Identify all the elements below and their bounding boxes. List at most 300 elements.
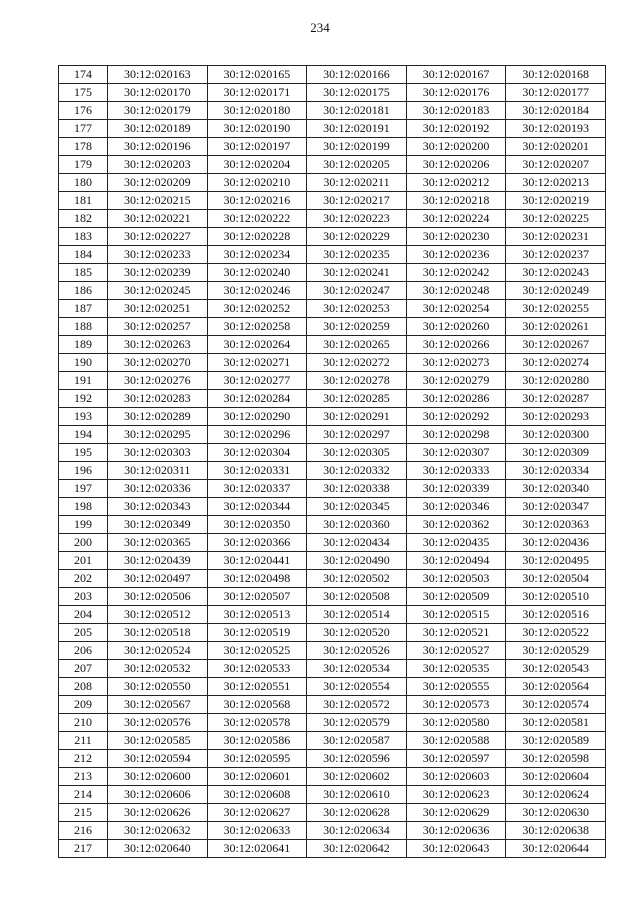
cadastral-number-cell: 30:12:020643 — [406, 840, 506, 858]
cadastral-number-cell: 30:12:020506 — [108, 588, 208, 606]
cadastral-number-cell: 30:12:020578 — [207, 714, 307, 732]
cadastral-number-cell: 30:12:020252 — [207, 300, 307, 318]
cadastral-number-cell: 30:12:020519 — [207, 624, 307, 642]
cadastral-number-cell: 30:12:020190 — [207, 120, 307, 138]
cadastral-number-cell: 30:12:020626 — [108, 804, 208, 822]
row-number-cell: 213 — [59, 768, 108, 786]
cadastral-number-cell: 30:12:020199 — [307, 138, 407, 156]
cadastral-number-cell: 30:12:020534 — [307, 660, 407, 678]
cadastral-number-cell: 30:12:020184 — [506, 102, 606, 120]
cadastral-number-cell: 30:12:020287 — [506, 390, 606, 408]
cadastral-number-cell: 30:12:020596 — [307, 750, 407, 768]
cadastral-number-cell: 30:12:020267 — [506, 336, 606, 354]
row-number-cell: 181 — [59, 192, 108, 210]
table-row — [59, 426, 606, 444]
cadastral-number-cell: 30:12:020259 — [307, 318, 407, 336]
cadastral-number-cell: 30:12:020295 — [108, 426, 208, 444]
table-row — [59, 606, 606, 624]
cadastral-number-cell: 30:12:020585 — [108, 732, 208, 750]
cadastral-number-cell: 30:12:020515 — [406, 606, 506, 624]
table-row — [59, 246, 606, 264]
cadastral-number-cell: 30:12:020254 — [406, 300, 506, 318]
table-row — [59, 480, 606, 498]
cadastral-number-cell: 30:12:020311 — [108, 462, 208, 480]
cadastral-number-cell: 30:12:020573 — [406, 696, 506, 714]
cadastral-number-cell: 30:12:020363 — [506, 516, 606, 534]
row-number-cell: 190 — [59, 354, 108, 372]
cadastral-number-cell: 30:12:020642 — [307, 840, 407, 858]
cadastral-number-cell: 30:12:020242 — [406, 264, 506, 282]
cadastral-number-cell: 30:12:020210 — [207, 174, 307, 192]
cadastral-number-cell: 30:12:020497 — [108, 570, 208, 588]
cadastral-number-cell: 30:12:020535 — [406, 660, 506, 678]
cadastral-number-cell: 30:12:020533 — [207, 660, 307, 678]
cadastral-number-cell: 30:12:020241 — [307, 264, 407, 282]
cadastral-number-cell: 30:12:020245 — [108, 282, 208, 300]
cadastral-number-cell: 30:12:020498 — [207, 570, 307, 588]
cadastral-number-cell: 30:12:020589 — [506, 732, 606, 750]
cadastral-number-cell: 30:12:020307 — [406, 444, 506, 462]
row-number-cell: 192 — [59, 390, 108, 408]
cadastral-number-cell: 30:12:020179 — [108, 102, 208, 120]
cadastral-number-cell: 30:12:020512 — [108, 606, 208, 624]
cadastral-number-cell: 30:12:020229 — [307, 228, 407, 246]
cadastral-number-cell: 30:12:020197 — [207, 138, 307, 156]
cadastral-number-cell: 30:12:020629 — [406, 804, 506, 822]
table-row — [59, 552, 606, 570]
cadastral-number-cell: 30:12:020180 — [207, 102, 307, 120]
cadastral-number-cell: 30:12:020217 — [307, 192, 407, 210]
cadastral-number-cell: 30:12:020200 — [406, 138, 506, 156]
cadastral-number-cell: 30:12:020436 — [506, 534, 606, 552]
cadastral-number-cell: 30:12:020211 — [307, 174, 407, 192]
row-number-cell: 191 — [59, 372, 108, 390]
cadastral-number-cell: 30:12:020623 — [406, 786, 506, 804]
cadastral-number-cell: 30:12:020191 — [307, 120, 407, 138]
cadastral-number-cell: 30:12:020360 — [307, 516, 407, 534]
cadastral-number-cell: 30:12:020509 — [406, 588, 506, 606]
cadastral-number-cell: 30:12:020564 — [506, 678, 606, 696]
cadastral-number-cell: 30:12:020441 — [207, 552, 307, 570]
cadastral-number-cell: 30:12:020285 — [307, 390, 407, 408]
table-row — [59, 462, 606, 480]
table-row — [59, 318, 606, 336]
row-number-cell: 178 — [59, 138, 108, 156]
cadastral-number-cell: 30:12:020224 — [406, 210, 506, 228]
cadastral-number-cell: 30:12:020581 — [506, 714, 606, 732]
cadastral-number-cell: 30:12:020644 — [506, 840, 606, 858]
cadastral-number-cell: 30:12:020604 — [506, 768, 606, 786]
cadastral-number-cell: 30:12:020272 — [307, 354, 407, 372]
cadastral-number-cell: 30:12:020264 — [207, 336, 307, 354]
table-row — [59, 570, 606, 588]
row-number-cell: 211 — [59, 732, 108, 750]
cadastral-number-cell: 30:12:020504 — [506, 570, 606, 588]
cadastral-number-cell: 30:12:020248 — [406, 282, 506, 300]
cadastral-number-cell: 30:12:020587 — [307, 732, 407, 750]
cadastral-number-cell: 30:12:020181 — [307, 102, 407, 120]
row-number-cell: 200 — [59, 534, 108, 552]
row-number-cell: 187 — [59, 300, 108, 318]
cadastral-number-cell: 30:12:020303 — [108, 444, 208, 462]
cadastral-number-cell: 30:12:020278 — [307, 372, 407, 390]
cadastral-number-cell: 30:12:020350 — [207, 516, 307, 534]
cadastral-number-cell: 30:12:020336 — [108, 480, 208, 498]
cadastral-number-cell: 30:12:020237 — [506, 246, 606, 264]
cadastral-number-cell: 30:12:020640 — [108, 840, 208, 858]
cadastral-number-cell: 30:12:020344 — [207, 498, 307, 516]
cadastral-number-cell: 30:12:020255 — [506, 300, 606, 318]
cadastral-number-cell: 30:12:020243 — [506, 264, 606, 282]
cadastral-number-cell: 30:12:020598 — [506, 750, 606, 768]
cadastral-number-cell: 30:12:020253 — [307, 300, 407, 318]
cadastral-number-cell: 30:12:020522 — [506, 624, 606, 642]
cadastral-number-cell: 30:12:020222 — [207, 210, 307, 228]
cadastral-number-cell: 30:12:020261 — [506, 318, 606, 336]
cadastral-number-cell: 30:12:020490 — [307, 552, 407, 570]
table-row — [59, 498, 606, 516]
row-number-cell: 217 — [59, 840, 108, 858]
cadastral-number-cell: 30:12:020203 — [108, 156, 208, 174]
row-number-cell: 216 — [59, 822, 108, 840]
cadastral-number-cell: 30:12:020274 — [506, 354, 606, 372]
cadastral-number-cell: 30:12:020633 — [207, 822, 307, 840]
cadastral-number-cell: 30:12:020624 — [506, 786, 606, 804]
cadastral-number-cell: 30:12:020276 — [108, 372, 208, 390]
cadastral-number-cell: 30:12:020270 — [108, 354, 208, 372]
cadastral-number-cell: 30:12:020346 — [406, 498, 506, 516]
cadastral-number-cell: 30:12:020603 — [406, 768, 506, 786]
row-number-cell: 180 — [59, 174, 108, 192]
cadastral-number-cell: 30:12:020568 — [207, 696, 307, 714]
cadastral-number-cell: 30:12:020297 — [307, 426, 407, 444]
cadastral-number-cell: 30:12:020171 — [207, 84, 307, 102]
cadastral-number-cell: 30:12:020233 — [108, 246, 208, 264]
row-number-cell: 188 — [59, 318, 108, 336]
cadastral-number-cell: 30:12:020337 — [207, 480, 307, 498]
table-row — [59, 192, 606, 210]
cadastral-number-cell: 30:12:020529 — [506, 642, 606, 660]
cadastral-number-cell: 30:12:020567 — [108, 696, 208, 714]
table-body — [59, 66, 606, 858]
cadastral-number-cell: 30:12:020636 — [406, 822, 506, 840]
table-row — [59, 138, 606, 156]
cadastral-number-cell: 30:12:020249 — [506, 282, 606, 300]
cadastral-number-cell: 30:12:020597 — [406, 750, 506, 768]
cadastral-number-cell: 30:12:020223 — [307, 210, 407, 228]
table-row — [59, 174, 606, 192]
cadastral-number-cell: 30:12:020574 — [506, 696, 606, 714]
cadastral-number-cell: 30:12:020525 — [207, 642, 307, 660]
cadastral-number-cell: 30:12:020610 — [307, 786, 407, 804]
table-row — [59, 210, 606, 228]
cadastral-number-cell: 30:12:020338 — [307, 480, 407, 498]
cadastral-number-cell: 30:12:020246 — [207, 282, 307, 300]
cadastral-number-cell: 30:12:020435 — [406, 534, 506, 552]
cadastral-number-cell: 30:12:020221 — [108, 210, 208, 228]
row-number-cell: 189 — [59, 336, 108, 354]
cadastral-number-cell: 30:12:020196 — [108, 138, 208, 156]
cadastral-number-cell: 30:12:020292 — [406, 408, 506, 426]
cadastral-number-cell: 30:12:020189 — [108, 120, 208, 138]
table-row — [59, 786, 606, 804]
table-row — [59, 444, 606, 462]
cadastral-number-cell: 30:12:020527 — [406, 642, 506, 660]
table-row — [59, 408, 606, 426]
table-row — [59, 282, 606, 300]
cadastral-number-cell: 30:12:020345 — [307, 498, 407, 516]
cadastral-number-cell: 30:12:020300 — [506, 426, 606, 444]
cadastral-number-cell: 30:12:020291 — [307, 408, 407, 426]
row-number-cell: 207 — [59, 660, 108, 678]
row-number-cell: 195 — [59, 444, 108, 462]
cadastral-number-cell: 30:12:020170 — [108, 84, 208, 102]
row-number-cell: 201 — [59, 552, 108, 570]
cadastral-number-cell: 30:12:020218 — [406, 192, 506, 210]
table-row — [59, 390, 606, 408]
cadastral-number-cell: 30:12:020366 — [207, 534, 307, 552]
cadastral-number-cell: 30:12:020601 — [207, 768, 307, 786]
table-row — [59, 678, 606, 696]
cadastral-number-cell: 30:12:020532 — [108, 660, 208, 678]
table-row — [59, 624, 606, 642]
table-row — [59, 156, 606, 174]
cadastral-number-cell: 30:12:020283 — [108, 390, 208, 408]
table-row — [59, 588, 606, 606]
cadastral-number-cell: 30:12:020247 — [307, 282, 407, 300]
cadastral-number-cell: 30:12:020524 — [108, 642, 208, 660]
cadastral-number-cell: 30:12:020212 — [406, 174, 506, 192]
cadastral-number-cell: 30:12:020332 — [307, 462, 407, 480]
cadastral-number-cell: 30:12:020600 — [108, 768, 208, 786]
cadastral-number-cell: 30:12:020510 — [506, 588, 606, 606]
cadastral-number-cell: 30:12:020309 — [506, 444, 606, 462]
row-number-cell: 204 — [59, 606, 108, 624]
cadastral-number-cell: 30:12:020280 — [506, 372, 606, 390]
row-number-cell: 184 — [59, 246, 108, 264]
cadastral-number-cell: 30:12:020439 — [108, 552, 208, 570]
cadastral-number-cell: 30:12:020227 — [108, 228, 208, 246]
table-row — [59, 714, 606, 732]
table-row — [59, 696, 606, 714]
cadastral-number-cell: 30:12:020520 — [307, 624, 407, 642]
cadastral-number-cell: 30:12:020216 — [207, 192, 307, 210]
table-row — [59, 534, 606, 552]
cadastral-number-cell: 30:12:020606 — [108, 786, 208, 804]
table-row — [59, 840, 606, 858]
page-number: 234 — [310, 20, 330, 35]
cadastral-number-cell: 30:12:020586 — [207, 732, 307, 750]
row-number-cell: 209 — [59, 696, 108, 714]
table-row — [59, 750, 606, 768]
cadastral-number-cell: 30:12:020168 — [506, 66, 606, 84]
cadastral-number-cell: 30:12:020258 — [207, 318, 307, 336]
table-row — [59, 516, 606, 534]
cadastral-number-cell: 30:12:020266 — [406, 336, 506, 354]
cadastral-number-cell: 30:12:020576 — [108, 714, 208, 732]
cadastral-number-cell: 30:12:020234 — [207, 246, 307, 264]
cadastral-number-cell: 30:12:020349 — [108, 516, 208, 534]
cadastral-number-cell: 30:12:020602 — [307, 768, 407, 786]
cadastral-number-cell: 30:12:020205 — [307, 156, 407, 174]
cadastral-number-cell: 30:12:020204 — [207, 156, 307, 174]
row-number-cell: 206 — [59, 642, 108, 660]
cadastral-number-cell: 30:12:020167 — [406, 66, 506, 84]
row-number-cell: 210 — [59, 714, 108, 732]
cadastral-number-cell: 30:12:020503 — [406, 570, 506, 588]
cadastral-number-cell: 30:12:020343 — [108, 498, 208, 516]
row-number-cell: 185 — [59, 264, 108, 282]
row-number-cell: 196 — [59, 462, 108, 480]
cadastral-number-cell: 30:12:020163 — [108, 66, 208, 84]
cadastral-number-table — [58, 65, 606, 858]
row-number-cell: 175 — [59, 84, 108, 102]
row-number-cell: 199 — [59, 516, 108, 534]
cadastral-number-cell: 30:12:020175 — [307, 84, 407, 102]
row-number-cell: 194 — [59, 426, 108, 444]
cadastral-number-cell: 30:12:020286 — [406, 390, 506, 408]
cadastral-number-cell: 30:12:020526 — [307, 642, 407, 660]
table-row — [59, 372, 606, 390]
row-number-cell: 212 — [59, 750, 108, 768]
cadastral-number-cell: 30:12:020165 — [207, 66, 307, 84]
row-number-cell: 202 — [59, 570, 108, 588]
cadastral-number-cell: 30:12:020555 — [406, 678, 506, 696]
cadastral-number-cell: 30:12:020339 — [406, 480, 506, 498]
row-number-cell: 197 — [59, 480, 108, 498]
cadastral-number-cell: 30:12:020550 — [108, 678, 208, 696]
row-number-cell: 183 — [59, 228, 108, 246]
table-row — [59, 102, 606, 120]
cadastral-number-cell: 30:12:020225 — [506, 210, 606, 228]
cadastral-number-cell: 30:12:020362 — [406, 516, 506, 534]
row-number-cell: 186 — [59, 282, 108, 300]
cadastral-number-cell: 30:12:020588 — [406, 732, 506, 750]
cadastral-number-cell: 30:12:020289 — [108, 408, 208, 426]
cadastral-number-cell: 30:12:020284 — [207, 390, 307, 408]
table-row — [59, 66, 606, 84]
cadastral-number-cell: 30:12:020543 — [506, 660, 606, 678]
cadastral-number-cell: 30:12:020209 — [108, 174, 208, 192]
cadastral-number-cell: 30:12:020271 — [207, 354, 307, 372]
row-number-cell: 205 — [59, 624, 108, 642]
row-number-cell: 208 — [59, 678, 108, 696]
table-row — [59, 804, 606, 822]
cadastral-number-cell: 30:12:020551 — [207, 678, 307, 696]
cadastral-number-cell: 30:12:020290 — [207, 408, 307, 426]
table-row — [59, 822, 606, 840]
cadastral-number-cell: 30:12:020628 — [307, 804, 407, 822]
cadastral-number-cell: 30:12:020213 — [506, 174, 606, 192]
cadastral-number-cell: 30:12:020296 — [207, 426, 307, 444]
table-row — [59, 228, 606, 246]
cadastral-number-cell: 30:12:020521 — [406, 624, 506, 642]
table-row — [59, 768, 606, 786]
row-number-cell: 193 — [59, 408, 108, 426]
cadastral-number-cell: 30:12:020279 — [406, 372, 506, 390]
cadastral-number-cell: 30:12:020494 — [406, 552, 506, 570]
row-number-cell: 174 — [59, 66, 108, 84]
cadastral-number-cell: 30:12:020634 — [307, 822, 407, 840]
cadastral-number-cell: 30:12:020502 — [307, 570, 407, 588]
cadastral-number-cell: 30:12:020298 — [406, 426, 506, 444]
row-number-cell: 214 — [59, 786, 108, 804]
cadastral-number-cell: 30:12:020572 — [307, 696, 407, 714]
cadastral-number-cell: 30:12:020508 — [307, 588, 407, 606]
cadastral-number-cell: 30:12:020554 — [307, 678, 407, 696]
cadastral-number-cell: 30:12:020176 — [406, 84, 506, 102]
cadastral-number-cell: 30:12:020579 — [307, 714, 407, 732]
cadastral-number-cell: 30:12:020632 — [108, 822, 208, 840]
cadastral-number-cell: 30:12:020495 — [506, 552, 606, 570]
cadastral-number-cell: 30:12:020334 — [506, 462, 606, 480]
cadastral-number-cell: 30:12:020516 — [506, 606, 606, 624]
cadastral-number-cell: 30:12:020207 — [506, 156, 606, 174]
cadastral-number-cell: 30:12:020206 — [406, 156, 506, 174]
cadastral-number-cell: 30:12:020513 — [207, 606, 307, 624]
cadastral-number-cell: 30:12:020235 — [307, 246, 407, 264]
cadastral-number-cell: 30:12:020273 — [406, 354, 506, 372]
cadastral-number-cell: 30:12:020518 — [108, 624, 208, 642]
cadastral-number-cell: 30:12:020638 — [506, 822, 606, 840]
row-number-cell: 179 — [59, 156, 108, 174]
cadastral-number-cell: 30:12:020231 — [506, 228, 606, 246]
cadastral-number-cell: 30:12:020580 — [406, 714, 506, 732]
cadastral-number-cell: 30:12:020251 — [108, 300, 208, 318]
cadastral-number-cell: 30:12:020293 — [506, 408, 606, 426]
cadastral-number-cell: 30:12:020260 — [406, 318, 506, 336]
cadastral-number-cell: 30:12:020228 — [207, 228, 307, 246]
table-row — [59, 120, 606, 138]
cadastral-number-cell: 30:12:020305 — [307, 444, 407, 462]
row-number-cell: 215 — [59, 804, 108, 822]
cadastral-number-cell: 30:12:020177 — [506, 84, 606, 102]
cadastral-number-cell: 30:12:020230 — [406, 228, 506, 246]
cadastral-number-cell: 30:12:020201 — [506, 138, 606, 156]
cadastral-number-cell: 30:12:020239 — [108, 264, 208, 282]
cadastral-number-cell: 30:12:020595 — [207, 750, 307, 768]
cadastral-number-cell: 30:12:020192 — [406, 120, 506, 138]
table-row — [59, 300, 606, 318]
row-number-cell: 182 — [59, 210, 108, 228]
cadastral-number-cell: 30:12:020304 — [207, 444, 307, 462]
cadastral-number-cell: 30:12:020166 — [307, 66, 407, 84]
row-number-cell: 198 — [59, 498, 108, 516]
cadastral-number-cell: 30:12:020240 — [207, 264, 307, 282]
cadastral-number-cell: 30:12:020434 — [307, 534, 407, 552]
cadastral-number-cell: 30:12:020365 — [108, 534, 208, 552]
cadastral-number-cell: 30:12:020507 — [207, 588, 307, 606]
cadastral-number-cell: 30:12:020215 — [108, 192, 208, 210]
table-row — [59, 732, 606, 750]
cadastral-number-cell: 30:12:020331 — [207, 462, 307, 480]
row-number-cell: 177 — [59, 120, 108, 138]
cadastral-number-cell: 30:12:020193 — [506, 120, 606, 138]
cadastral-number-cell: 30:12:020263 — [108, 336, 208, 354]
cadastral-number-cell: 30:12:020219 — [506, 192, 606, 210]
cadastral-number-cell: 30:12:020277 — [207, 372, 307, 390]
table-row — [59, 660, 606, 678]
cadastral-number-cell: 30:12:020340 — [506, 480, 606, 498]
table-row — [59, 642, 606, 660]
cadastral-number-cell: 30:12:020594 — [108, 750, 208, 768]
row-number-cell: 203 — [59, 588, 108, 606]
cadastral-number-cell: 30:12:020630 — [506, 804, 606, 822]
cadastral-number-cell: 30:12:020333 — [406, 462, 506, 480]
cadastral-number-cell: 30:12:020514 — [307, 606, 407, 624]
table-row — [59, 336, 606, 354]
cadastral-number-cell: 30:12:020183 — [406, 102, 506, 120]
